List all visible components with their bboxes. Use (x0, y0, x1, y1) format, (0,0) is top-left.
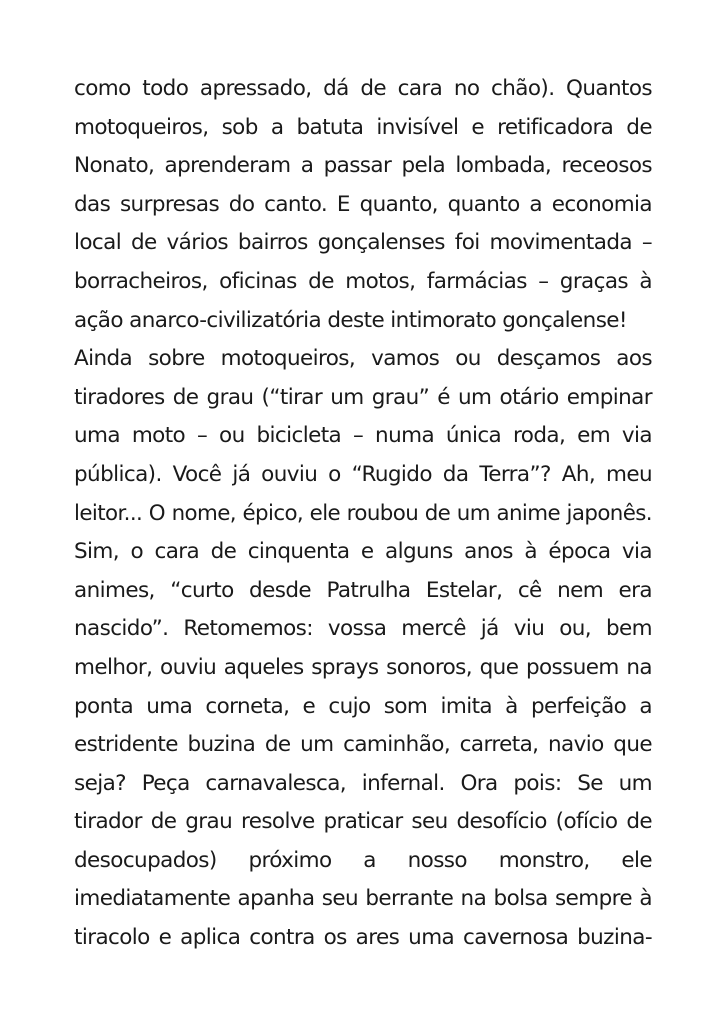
text-line-16: melhor, ouviu aqueles sprays sonoros, que possuem na (74, 654, 652, 680)
text-line-23: tiracolo e aplica contra os ares uma cavernosa buzina- (74, 925, 652, 951)
text-line-14: animes, “curto desde Patrulha Estelar, cê nem era (74, 577, 652, 603)
text-line-18: estridente buzina de um caminhão, carreta, navio que (74, 732, 652, 758)
text-line-4: das surpresas do canto. E quanto, quanto a economia (74, 191, 652, 217)
text-line-8: Ainda sobre motoqueiros, vamos ou desçamos aos (74, 346, 652, 372)
text-line-2: motoqueiros, sob a batuta invisível e retificadora de (74, 114, 652, 140)
body-text (74, 70, 652, 958)
text-line-19: seja? Peça carnavalesca, infernal. Ora pois: Se um (74, 770, 652, 796)
text-line-22: imediatamente apanha seu berrante na bolsa sempre à (74, 886, 652, 912)
text-line-13: Sim, o cara de cinquenta e alguns anos à época via (74, 539, 652, 565)
text-line-21: desocupados) próximo a nosso monstro, ele (74, 847, 652, 873)
text-line-9: tiradores de grau (“tirar um grau” é um otário empinar (74, 384, 652, 410)
text-line-15: nascido”. Retomemos: vossa mercê já viu ou, bem (74, 616, 652, 642)
text-line-6: borracheiros, oficinas de motos, farmácias – graças à (74, 268, 652, 294)
text-line-1: como todo apressado, dá de cara no chão). Quantos (74, 76, 652, 101)
text-line-12: leitor... O nome, épico, ele roubou de um anime japonês. (74, 500, 652, 526)
text-line-7: ação anarco-civilizatória deste intimorato gonçalense! (74, 307, 627, 333)
text-line-5: local de vários bairros gonçalenses foi movimentada – (74, 230, 652, 256)
text-line-17: ponta uma corneta, e cujo som imita à perfeição a (74, 693, 652, 719)
text-line-20: tirador de grau resolve praticar seu desofício (ofício de (74, 809, 652, 835)
text-line-11: pública). Você já ouviu o “Rugido da Terra”? Ah, meu (74, 461, 652, 487)
text-line-3: Nonato, aprenderam a passar pela lombada, receosos (74, 153, 652, 179)
text-line-10: uma moto – ou bicicleta – numa única roda, em via (74, 423, 652, 449)
